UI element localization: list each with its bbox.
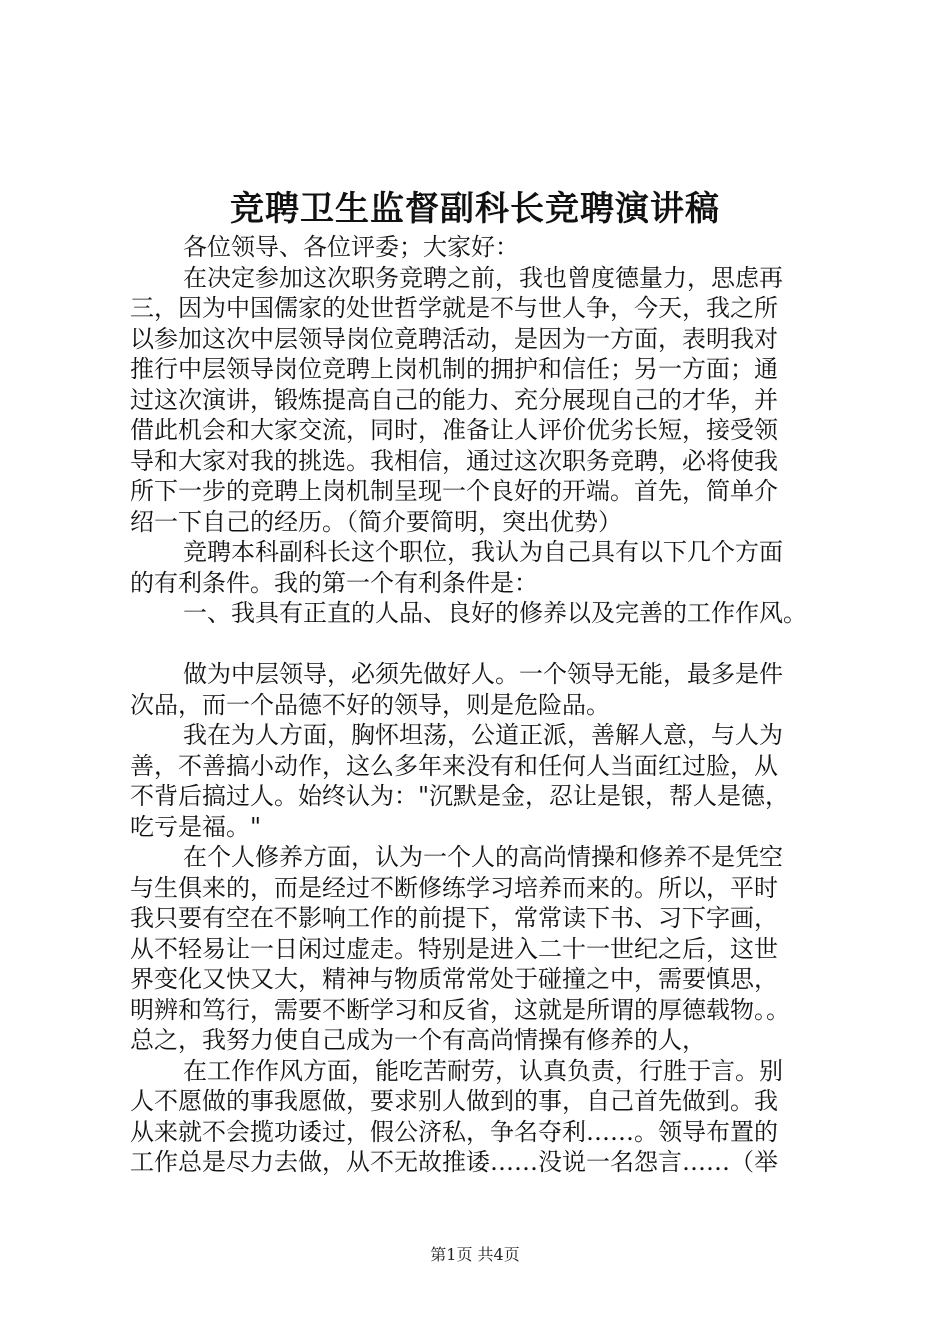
document-title: 竞聘卫生监督副科长竞聘演讲稿: [230, 189, 720, 229]
body-line: 人不愿做的事我愿做，要求别人做到的事，自己首先做到。我: [130, 1087, 778, 1115]
body-line: 善，不善搞小动作，这么多年来没有和任何人当面红过脸，从: [130, 751, 778, 780]
body-line: 做为中层领导，必须先做好人。一个领导无能，最多是件: [183, 660, 783, 688]
body-line: 以参加这次中层领导岗位竟聘活动，是因为一方面，表明我对: [130, 324, 778, 353]
document-body: [130, 232, 830, 1178]
section-heading-line: 一、我具有正直的人品、良好的修养以及完善的工作作风。: [183, 599, 807, 627]
body-line: 绍一下自己的经历。（简介要简明，突出优势）: [130, 507, 622, 536]
body-line: 次品，而一个品德不好的领导，则是危险品。: [130, 690, 610, 719]
body-line: 过这次演讲，锻炼提高自己的能力、充分展现自己的才华，并: [130, 385, 778, 414]
greeting-line: 各位领导、各位评委；大家好：: [183, 233, 519, 261]
body-line: 我只要有空在不影响工作的前提下，常常读下书、习下字画，: [130, 904, 778, 932]
body-line: 不背后搞过人。始终认为："沉默是金，忍让是银，帮人是德，: [130, 782, 790, 810]
body-line: 工作总是尽力去做，从不无故推诿……没说一名怨言……（举: [130, 1148, 778, 1176]
body-line: 在决定参加这次职务竞聘之前，我也曾度德量力，思虑再: [183, 263, 783, 292]
body-line: 总之，我努力使自己成为一个有高尚情操有修养的人，: [130, 1026, 706, 1054]
body-line: 在工作作风方面，能吃苦耐劳，认真负责，行胜于言。别: [183, 1056, 783, 1085]
body-line: 从来就不会揽功诿过，假公济私，争名夺利……。领导布置的: [130, 1117, 778, 1146]
body-line: 与生俱来的，而是经过不断修练学习培养而来的。所以，平时: [130, 873, 778, 902]
page-number-footer: 第1页 共4页: [430, 1245, 520, 1264]
body-line: 三，因为中国儒家的处世哲学就是不与世人争，今天，我之所: [130, 294, 778, 322]
blank-line: [130, 629, 830, 660]
body-line: 吃亏是福。": [130, 812, 262, 841]
body-line: 在个人修养方面，认为一个人的高尚情操和修养不是凭空: [183, 843, 783, 871]
body-line: 的有利条件。我的第一个有利条件是：: [130, 568, 538, 597]
body-line: 界变化又快又大，精神与物质常常处于碰撞之中，需要慎思，: [130, 965, 778, 993]
body-line: 竞聘本科副科长这个职位，我认为自己具有以下几个方面: [183, 538, 783, 566]
body-line: 借此机会和大家交流，同时，准备让人评价优劣长短，接受领: [130, 416, 778, 444]
body-line: 我在为人方面，胸怀坦荡，公道正派，善解人意，与人为: [183, 721, 783, 749]
body-line: 所下一步的竞聘上岗机制呈现一个良好的开端。首先，简单介: [130, 477, 778, 505]
body-line: 明辨和笃行，需要不断学习和反省，这就是所谓的厚德载物。。: [130, 995, 790, 1024]
body-line: 从不轻易让一日闲过虚走。特别是进入二十一世纪之后，这世: [130, 934, 778, 963]
body-line: 导和大家对我的挑选。我相信，通过这次职务竞聘，必将使我: [130, 446, 778, 475]
body-line: 推行中层领导岗位竞聘上岗机制的拥护和信任；另一方面；通: [130, 355, 778, 383]
